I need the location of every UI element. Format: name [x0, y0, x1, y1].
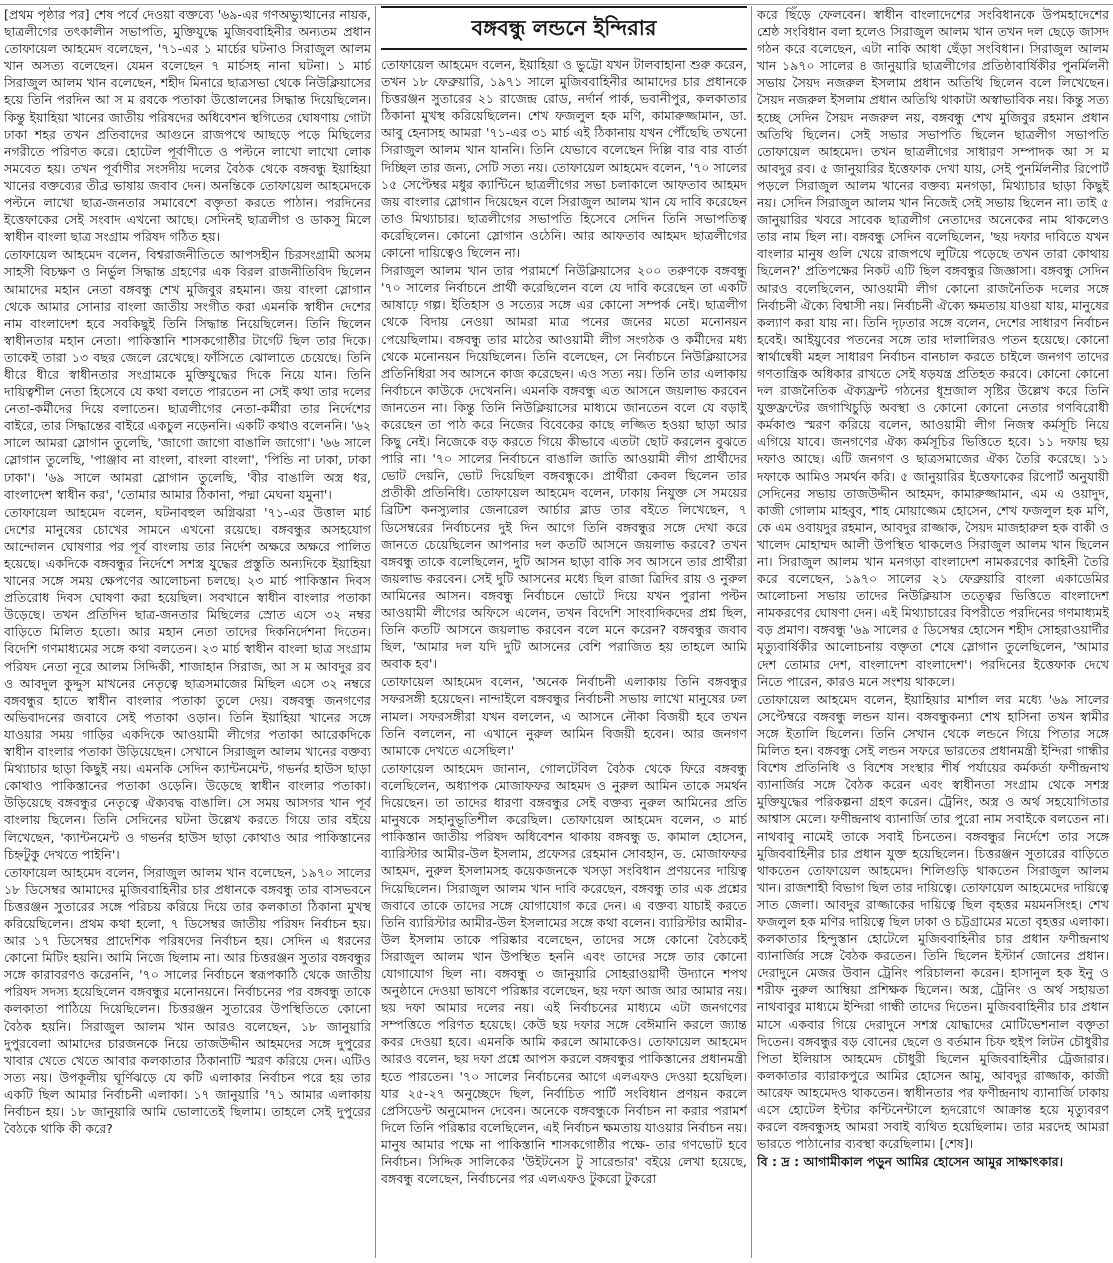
paragraph: তোফায়েল আহমেদ বলেন, বিশ্বরাজনীতিতে আপসহীন চিরসংগ্রামী অসম সাহসী বিচক্ষণ ও নির্ভুল সিদ্ধান্ত গ্রহণের এক বিরল রাজনীতিবিদ ছিলেন আমাদের মহান নেতা বঙ্গবন্ধু শেখ মুজিবুর রহমান। জয় বাংলা স্লোগান থেকে আমার সোনার বাংলা জাতীয় সংগীত করা এমনকি স্বাধীন দেশের নাম বাংলাদেশ হবে সবকিছুই তিনি সিদ্ধান্ত নিয়েছিলেন। তিনি ছিলেন স্বাধীনতার মহান নেতা। পাকিস্তানি শাসকগোষ্ঠীর টার্গেট ছিল তার দিকে। তাকেই তারা ১৩ বছর জেলে রেখেছে। ফাঁসিতে ঝোলাতে চেয়েছে। তিনি ধীরে ধীরে স্বাধীনতার সংগ্রামকে মুক্তিযুদ্ধের দিকে নিয়ে যান। তিনি দায়িত্বশীল নেতা হিসেবে যে কথা বলতে পারতেন না সেই কথা তার দলের নেতা-কর্মীদের দিয়ে বলাতেন। ছাত্রলীগের নেতা-কর্মীরা তার নির্দেশের বাইরে, তার সিদ্ধান্তের বাইরে একচুল নড়েননি। একটি কথাও বলেননি। '৬২ সালে আমরা স্লোগান তুলেছি, 'জাগো জাগো বাঙালি জাগো'। '৬৬ সালে স্লোগান তুলেছি, 'পাঞ্জাব না বাংলা, বাংলা বাংলা', 'পিন্ডি না ঢাকা, ঢাকা ঢাকা'। '৬৯ সালে আমরা স্লোগান তুলেছি, 'বীর বাঙালি অস্ত্র ধর, বাংলাদেশ স্বাধীন কর', 'তোমার আমার ঠিকানা, পদ্মা মেঘনা যমুনা'। — [4, 247, 371, 502]
article-column-1 — [4, 6, 371, 1260]
article-headline: বঙ্গবন্ধু লন্ডনে ইন্দিরার — [381, 6, 747, 50]
paragraph: [প্রথম পৃষ্ঠার পর] শেষ পর্বে দেওয়া বক্তব্যে '৬৯-এর গণঅভ্যুত্থানের নায়ক, ছাত্রলীগের তৎকালীন সভাপতি, মুক্তিযুদ্ধে মুজিববাহিনীর অন্যতম প্রধান তোফায়েল আহমেদ বলেছেন, '৭১-এর ১ মার্চের ঘটনাও সিরাজুল আলম খান অসত্য বলেছেন। যেমন বলেছেন ৭ মার্চসহ নানা ঘটনা। ১ মার্চ সিরাজুল আলম খান বলেছেন, শহীদ মিনারে ছাত্রসভা থেকে নিউক্লিয়াসের হয়ে তিনি পরদিন আ স ম রবকে পতাকা উত্তোলনের সিদ্ধান্ত দিয়েছিলেন। কিন্তু ইয়াহিয়া খানের জাতীয় পরিষদের অধিবেশন স্থগিতের ঘোষণায় গোটা ঢাকা শহর তখন প্রতিবাদের আগুনে রাজপথে আছড়ে পড়ে মিছিলের নগরীতে পরিণত করে। হোটেল পূর্বাণীতে ও পল্টনে লাখো লাখো লোক সমবেত হয়। তখন পূর্বাণীর সংসদীয় দলের বৈঠক থেকে বঙ্গবন্ধু ইয়াহিয়া খানের বক্তব্যের তীব্র ভাষায় জবাব দেন। অনন্তিকে তোফায়েল আহমেদকে পল্টনে লাখো ছাত্র-জনতার সমাবেশে বক্তৃতা করতে পাঠান। পরদিনের ইত্তেফাকের সেই সংবাদ এখনো আছে। সেদিনই ছাত্রলীগ ও ডাকসু মিলে স্বাধীন বাংলা ছাত্র সংগ্রাম পরিষদ গঠিত হয়। — [4, 7, 371, 245]
paragraph: তোফায়েল আহমেদ বলেন, 'অনেক নির্বাচনী এলাকায় তিনি বঙ্গবন্ধুর সফরসঙ্গী হয়েছেন। নান্দাইলে বঙ্গবন্ধুর নির্বাচনী সভায় লাখো মানুষের ঢল নামল। সফরসঙ্গীরা যখন বললেন, এ আসনে নৌকা বিজয়ী হবে তখন তিনি বললেন, না এখানে নুরুল আমিন বিজয়ী হবেন। আর জনগণ আমাকে দেখতে এসেছিল।' — [381, 674, 747, 758]
paragraph: তোফায়েল আহমেদ বলেন, ইয়াহিয়া ও ভুট্টো যখন টালবাহানা শুরু করেন, তখন ১৮ ফেব্রুয়ারি, ১৯৭১ সালে মুজিববাহিনীর আমাদের চার প্রধানকে চিত্তরঞ্জন সুতারের ২১ রাজেন্দ্র রোড, নর্দার্ন পার্ক, ভবানীপুর, কলকাতার ঠিকানা মুখস্থ করিয়েছিলেন। শেখ ফজলুল হক মণি, কামারুজ্জামান, ডা. আবু হেনাসহ আমরা '৭১-এর ৩১ মার্চ এই ঠিকানায় যখন পৌঁছেছি তখনো সিরাজুল আলম খান যাননি। তিনি যেভাবে বলেছেন দিল্লি বার বার বার্তা দিচ্ছিল তার জন্য, সেটি সত্য নয়। তোফায়েল আহমেদ বলেন, '৭০ সালের ১৫ সেপ্টেম্বর মধুর ক্যান্টিনে ছাত্রলীগের সভা চলাকালে আফতাব আহমদ জয় বাংলার স্লোগান দিয়েছেন বলে সিরাজুল আলম খান যে দাবি করেছেন তাও মিথ্যাচার। ছাত্রলীগের সভাপতি হিসেবে সেদিন তিনি সভাপতিত্ব করেছিলেন। কোনো স্লোগান ওঠেনি। আর আফতাব আহমদ ছাত্রলীগের কোনো দায়িত্বেও ছিলেন না। — [381, 57, 747, 261]
column-divider — [751, 6, 752, 1258]
paragraph: তোফায়েল আহমেদ বলেন, ইয়াহিয়ার মার্শাল লর মধ্যে '৬৯ সালের সেপ্টেম্বরে বঙ্গবন্ধু লন্ডন যান। বঙ্গবন্ধুকন্যা শেখ হাসিনা তখন স্বামীর সঙ্গে ইতালি ছিলেন। তিনি সেখান থেকে লন্ডনে গিয়ে পিতার সঙ্গে মিলিত হন। বঙ্গবন্ধু সেই লন্ডন সফরে ভারতের প্রধানমন্ত্রী ইন্দিরা গান্ধীর বিশেষ প্রতিনিধি ও বিশেষ সংস্থার শীর্ষ পর্যায়ের কর্মকর্তা ফণীন্দ্রনাথ ব্যানার্জির সঙ্গে বৈঠক করেন এবং স্বাধীনতা সংগ্রাম থেকে সশস্ত্র মুক্তিযুদ্ধের পরিকল্পনা গ্রহণ করেন। ট্রেনিং, অস্ত্র ও অর্থ সহযোগিতার আশ্বাস মেলে। ফণীন্দ্রনাথ ব্যানার্জি তার পুরো নাম সবাইকে বলতেন না। নাথবাবু নামেই তাকে সবাই চিনতেন। বঙ্গবন্ধুর নির্দেশে তার সঙ্গে মুজিববাহিনীর চার প্রধান যুক্ত হয়েছিলেন। চিত্তরঞ্জন সুতারের বাড়িতে থাকতেন তোফায়েল আহমেদ। শিলিগুড়ি থাকতেন সিরাজুল আলম খান। রাজশাহী বিভাগ ছিল তার দায়িত্বে। তোফায়েল আহমেদের দায়িত্বে সাত জেলা। আবদুর রাজ্জাকের দায়িত্বে ছিল বৃহত্তর ময়মনসিংহ। শেখ ফজলুল হক মণির দায়িত্বে ছিল ঢাকা ও চট্টগ্রামের মতো বৃহত্তর এলাকা। কলকাতার হিন্দুস্তান হোটেলে মুজিববাহিনীর চার প্রধান ফণীন্দ্রনাথ ব্যানার্জির সঙ্গে বৈঠক করতেন। তিনি ছিলেন ইস্টার্ন জোনের প্রধান। দেরাদুনে মেজর উবান ট্রেনিং পরিচালনা করেন। হাসানুল হক ইনু ও শরীফ নুরুল আম্বিয়া প্রশিক্ষক ছিলেন। অস্ত্র, ট্রেনিং ও অর্থ সহায়তা নাথবাবুর মাধ্যমে ইন্দিরা গান্ধী তাদের দিতেন। মুজিববাহিনীর চার প্রধান মাসে একবার গিয়ে দেরাদুনে সশস্ত্র যোদ্ধাদের মোটিভেশনাল বক্তৃতা দিতেন। বঙ্গবন্ধুর বড় বোনের ছেলে ও বর্তমান চিফ হুইপ লিটন চৌধুরীর পিতা ইলিয়াস আহমেদ চৌধুরী ছিলেন মুজিববাহিনীর ট্রেজারার। কলকাতার ব্যারাকপুরে আমির হোসেন আমু, আবদুর রাজ্জাক, কাজী আরেফ আহমেদও থাকতেন। স্বাধীনতার পর ফণীন্দ্রনাথ ব্যানার্জি ঢাকায় এসে হোটেল ইন্টার কন্টিনেন্টালে হৃদরোগে আক্রান্ত হয়ে মৃত্যুবরণ করলে বঙ্গবন্ধুসহ আমরা সবাই ব্যথিত হয়েছিলাম। তার মরদেহ আমরা ভারতে পাঠানোর ব্যবস্থা করেছিলাম। [শেষ]। — [757, 691, 1109, 1152]
article-column-3 — [757, 6, 1109, 1260]
column-divider — [375, 6, 376, 1258]
paragraph: সিরাজুল আলম খান তার পরামর্শে নিউক্লিয়াসের ২০০ তরুণকে বঙ্গবন্ধু '৭০ সালের নির্বাচনে প্রার্থী করেছিলেন বলে যে দাবি করেছেন তা একটি আষাঢ়ে গল্প। ইতিহাস ও সত্যের সঙ্গে এর কোনো সম্পর্ক নেই। ছাত্রলীগ থেকে বিদায় নেওয়া আমরা মাত্র পনের জনের মতো মনোনয়ন পেয়েছিলাম। বঙ্গবন্ধু তার মাঠের আওয়ামী লীগ সংগঠক ও কর্মীদের মধ্য থেকে মনোনয়ন দিয়েছিলেন। তিনি বলেছেন, সে নির্বাচনে নিউক্লিয়াসের প্রতিনিধিরা সব আসনে কাজ করেছেন। এও সত্য নয়। তিনি তার এলাকায় নির্বাচনে কাউকে দেখেননি। এমনকি বঙ্গবন্ধু এত আসনে জয়লাভ করবেন জানতেন না। কিন্তু তিনি নিউক্লিয়াসের মাধ্যমে জানতেন বলে যে বড়াই করেছেন তা পাঠ করে নিজের বিবেকের কাছে লজ্জিত হওয়া ছাড়া আর কিছু নেই। নিজেকে বড় করতে গিয়ে কীভাবে এতটা ছোট করলেন বুঝতে পারি না। '৭০ সালের নির্বাচনে বাঙালি জাতি আওয়ামী লীগ প্রার্থীদের ভোট দেয়নি, ভোট দিয়েছিল বঙ্গবন্ধুকে। প্রার্থীরা কেবল ছিলেন তার প্রতীকী প্রতিনিধি। তোফায়েল আহমেদ বলেন, ঢাকায় নিযুক্ত সে সময়ের ব্রিটিশ কনস্যুলার জেনারেল আর্চার ব্লাড তার বইতে লিখেছেন, ৭ ডিসেম্বরের নির্বাচনের দুই দিন আগে তিনি বঙ্গবন্ধুর সঙ্গে দেখা করে জানতে চেয়েছিলেন আপনার দল কতটি আসনে জয়লাভ করবে? তখন বঙ্গবন্ধু তাকে বলেছিলেন, দুটি আসন ছাড়া বাকি সব আসনে তার প্রার্থীরা জয়লাভ করবেন। সেই দুটি আসনের মধ্যে ছিল রাজা ত্রিদিব রায় ও নুরুল আমিনের আসন। বঙ্গবন্ধু নির্বাচনে ভোটে দিয়ে যখন পুরানা পল্টন আওয়ামী লীগের অফিসে এলেন, তখন বিদেশি সাংবাদিকদের প্রশ্ন ছিল, তিনি কতটি আসনে জয়লাভ করবেন বলে মনে করেন? বঙ্গবন্ধুর জবাব ছিল, 'আমার দল যদি দুটি আসনের বেশি পরাজিত হয় তাহলে আমি অবাক হব'। — [381, 263, 747, 672]
top-border — [0, 0, 1113, 5]
paragraph: তোফায়েল আহমেদ বলেন, সিরাজুল আলম খান বলেছেন, ১৯৭০ সালের ১৮ ডিসেম্বর আমাদের মুজিববাহিনীর চার প্রধানকে বঙ্গবন্ধু তার বাসভবনে চিত্তরঞ্জন সুতারের সঙ্গে পরিচয় করিয়ে দিয়ে তার কলকাতা ঠিকানা মুখস্থ করিয়েছিলেন। প্রথম কথা হলো, ৭ ডিসেম্বর জাতীয় পরিষদ নির্বাচন হয়। আর ১৭ ডিসেম্বর প্রাদেশিক পরিষদের নির্বাচন হয়। সেদিন এ ধরনের কোনো মিটিং হয়নি। আমি নিজে ছিলাম না। আর চিত্তরঞ্জন সুতার বঙ্গবন্ধুর সঙ্গে কারাবরণও করেননি, '৭০ সালের নির্বাচনে স্বরূপকাঠি থেকে জাতীয় পরিষদ সদস্য হয়েছিলেন বঙ্গবন্ধুর মনোনয়নে। নির্বাচনের পর বঙ্গবন্ধু তাকে কলকাতা পাঠিয়ে দিয়েছিলেন। চিত্তরঞ্জন সুতারের উপস্থিতিতে কোনো বৈঠক হয়নি। সিরাজুল আলম খান আরও বলেছেন, ১৮ জানুয়ারি দুপুরবেলা আমাদের চারজনকে নিয়ে তাজউদ্দীন আহমদের সঙ্গে দুপুরের খাবার খেতে খেতে আবার কলকাতার ঠিকানাটি স্মরণ করিয়ে দেন। এটিও সত্য নয়। উপকূলীয় ঘূর্ণিঝড়ে যে কটি এলাকার নির্বাচন পরে হয় তার একটি ছিল আমার নির্বাচনী এলাকা। ১৭ জানুয়ারি '৭১ আমার এলাকায় নির্বাচন হয়। ১৮ জানুয়ারি আমি ভোলাতেই ছিলাম। তাহলে সেই দুপুরের বৈঠকে থাকি কী করে? — [4, 864, 371, 1137]
editor-note: বি : দ্র : আগামীকাল পড়ুন আমির হোসেন আমুর সাক্ষাৎকার। — [757, 1154, 1064, 1170]
paragraph: তোফায়েল আহমেদ বলেন, ঘটনাবহুল অগ্নিঝরা '৭১-এর উত্তাল মার্চ দেশের মানুষের চোখের সামনে এখনো রয়েছে। বঙ্গবন্ধুর অসহযোগ আন্দোলন ঘোষণার পর পূর্ব বাংলায় তার নির্দেশ অক্ষরে অক্ষরে পালিত হয়েছে। একদিকে বঙ্গবন্ধুর নির্দেশে সশস্ত্র যুদ্ধের প্রস্তুতি অন্যদিকে ইয়াহিয়া খানের সঙ্গে সময় ক্ষেপণের আলোচনা চলছে। ২৩ মার্চ পাকিস্তান দিবস প্রতিরোধ দিবস ঘোষণা করা হয়েছিল। সবখানে স্বাধীন বাংলার পতাকা উড়েছে। তখন প্রতিদিন ছাত্র-জনতার মিছিলের স্রোত এসে ৩২ নম্বর বাড়িতে মিলিত হতো। আর মহান নেতা তাদের দিকনির্দেশনা দিতেন। বিদেশি গণমাধ্যমের সঙ্গে কথা বলতেন। ২৩ মার্চ স্বাধীন বাংলা ছাত্র সংগ্রাম পরিষদ নেতা নূরে আলম সিদ্দিকী, শাজাহান সিরাজ, আ স ম আবদুর রব ও আবদুল কুদ্দুস মাখনের নেতৃত্বে ছাত্রসমাজের মিছিল এসে ৩২ নম্বরে বঙ্গবন্ধুর হাতে স্বাধীন বাংলার পতাকা তুলে দেয়। বঙ্গবন্ধু জনগণের অভিবাদনের জবাবে সেই পতাকা ওড়ান। তিনি ইয়াহিয়া খানের সঙ্গে যাওয়ার সময় গাড়ির একদিকে আওয়ামী লীগের পতাকা আরেকদিকে স্বাধীন বাংলার পতাকা উড়িয়েছেন। সেখানে সিরাজুল আলম খানের বক্তব্য মিথ্যাচার ছাড়া কিছুই নয়। এমনকি সেদিন ক্যান্টনমেন্ট, গভর্নর হাউস ছাড়া কোথাও পাকিস্তানের পতাকা ওড়েনি। উড়েছে স্বাধীন বাংলার পতাকা। উড়িয়েছে বঙ্গবন্ধুর নেতৃত্বে ঐক্যবদ্ধ বাঙালি। সে সময় আসগর খান পূর্ব বাংলায় ছিলেন। তিনি সেদিনের ঘটনা উল্লেখ করতে গিয়ে তার বইয়ে লিখেছেন, 'ক্যান্টনমেন্ট ও গভর্নর হাউস ছাড়া কোথাও আর পাকিস্তানের চিহ্নটুকু দেখতে পাইনি'। — [4, 504, 371, 862]
paragraph: তোফায়েল আহমেদ জানান, গোলটেবিল বৈঠক থেকে ফিরে বঙ্গবন্ধু বলেছিলেন, অধ্যাপক মোজাফফর আহমদ ও নুরুল আমিন তাকে সমর্থন দিয়েছেন। তা তাদের ধারণা বঙ্গবন্ধুর সেই বক্তব্য নুরুল আমিনের প্রতি মানুষকে সহানুভূতিশীল করেছিল। তোফায়েল আহমেদ বলেন, ৩ মার্চ পাকিস্তান জাতীয় পরিষদ অধিবেশন থাকায় বঙ্গবন্ধু ড. কামাল হোসেন, ব্যারিস্টার আমীর-উল ইসলাম, প্রফেসর রেহমান সোবহান, ড. মোজাফফর আহমদ, নুরুল ইসলামসহ কয়েকজনকে খসড়া সংবিধান প্রণয়নের দায়িত্ব দিয়েছিলেন। সিরাজুল আলম খান দাবি করেছেন, বঙ্গবন্ধু তার এক প্রশ্নের জবাবে তাকে তাদের সঙ্গে যোগাযোগ করে দেন। এ বক্তব্য যাচাই করতে তিনি ব্যারিস্টার আমীর-উল ইসলামের সঙ্গে কথা বলেন। ব্যারিস্টার আমীর-উল ইসলাম তাকে পরিষ্কার বলেছেন, তাদের সঙ্গে কোনো বৈঠকেই সিরাজুল আলম খান উপস্থিত হননি এবং তাদের সঙ্গে তার কোনো যোগাযোগ ছিল না। বঙ্গবন্ধু ৩ জানুয়ারি সোহরাওয়ার্দী উদ্যানে শপথ অনুষ্ঠানে দেওয়া ভাষণে পরিষ্কার বলেছেন, ছয় দফা আজ আর আমার নয়। ছয় দফা আমার দলের নয়। এই নির্বাচনের মাধ্যমে এটা জনগণের সম্পত্তিতে পরিণত হয়েছে। কেউ ছয় দফার সঙ্গে বেঈমানি করলে জ্যান্ত কবর দেওয়া হবে। এমনকি আমি করলে আমাকেও। তোফায়েল আহমেদ আরও বলেন, ছয় দফা প্রশ্নে আপস করলে বঙ্গবন্ধুর পাকিস্তানের প্রধানমন্ত্রী হতে পারতেন। '৭০ সালের নির্বাচনের আগে এলএফও দেওয়া হয়েছিল। যার ২৫-২৭ অনুচ্ছেদে ছিল, নির্বাচিত পার্টি সংবিধান প্রণয়ন করলে প্রেসিডেন্ট অনুমোদন দেবেন। অনেকে বঙ্গবন্ধুকে নির্বাচন না করার পরামর্শ দিলে তিনি পরিষ্কার বলেছিলেন, এই নির্বাচন ক্ষমতায় যাওয়ার নির্বাচন নয়। মানুষ আমার পক্ষে না পাকিস্তানি শাসকগোষ্ঠীর পক্ষে- তার গণভোট হবে নির্বাচন। সিদ্দিক সালিকের 'উইটনেস টু সারেন্ডার' বইয়ে লেখা হয়েছে, বঙ্গবন্ধু বলেছেন, নির্বাচনের পর এলএফও টুকরো টুকরো — [381, 760, 747, 1187]
paragraph: করে ছিঁড়ে ফেলবেন। স্বাধীন বাংলাদেশের সংবিধানকে উপমহাদেশের শ্রেষ্ঠ সংবিধান বলা হলেও সিরাজুল আলম খান তখন দল ছেড়ে জাসদ গঠন করে বলেছেন, এটা নাকি আধা ছেঁড়া সংবিধান। সিরাজুল আলম খান ১৯৭০ সালের ৪ জানুয়ারি ছাত্রলীগের প্রতিষ্ঠাবার্ষিকীর পুনর্মিলনী সভায় সৈয়দ নজরুল ইসলাম প্রধান অতিথি ছিলেন বলে লিখেছেন। সৈয়দ নজরুল ইসলাম প্রধান অতিথি থাকাটা অস্বাভাবিক নয়। কিন্তু সত্য হচ্ছে সেদিন সৈয়দ নজরুল নয়, বঙ্গবন্ধু শেখ মুজিবুর রহমান প্রধান অতিথি ছিলেন। সেই সভার সভাপতি ছিলেন ছাত্রলীগ সভাপতি তোফায়েল আহমেদ। তখন ছাত্রলীগের সাধারণ সম্পাদক আ স ম আবদুর রব। ৫ জানুয়ারির ইত্তেফাক দেখা যায়, সেই পুনর্মিলনীর রিপোর্ট পড়লে সিরাজুল আলম খানের বক্তব্য মনগড়া, মিথ্যাচার ছাড়া কিছুই নয়। সেদিন সিরাজুল আলম খান নিজেই সেই সভায় ছিলেন না। তাই ৫ জানুয়ারির খবরে সাবেক ছাত্রলীগ নেতাদের অনেকের নাম থাকলেও তার নাম ছিল না। বঙ্গবন্ধু সেদিন বলেছিলেন, 'ছয় দফার দাবিতে যখন বাংলার মানুষ গুলি খেয়ে রাজপথে লুটিয়ে পড়েছে তখন তারা কোথায় ছিলেন?' প্রতিপক্ষের নিকট এটি ছিল বঙ্গবন্ধুর জিজ্ঞাসা। বঙ্গবন্ধু সেদিন আরও বলেছিলেন, আওয়ামী লীগ কোনো রাজনৈতিক দলের সঙ্গে নির্বাচনী ঐক্যে বিশ্বাসী নয়। নির্বাচনী ঐক্যে ক্ষমতায় যাওয়া যায়, মানুষের কল্যাণ করা যায় না। তিনি দৃঢ়তার সঙ্গে বলেন, দেশের সাধারণ নির্বাচন হবেই। আইয়ুবের পতনের সঙ্গে তার দালালিরও পতন হয়েছে। কোনো স্বার্থান্বেষী মহল সাধারণ নির্বাচন বানচাল করতে চাইলে জনগণ তাদের গণতান্ত্রিক অধিকার রাখতে সেই ষড়যন্ত্র প্রতিহত করবে। কোনো কোনো দল রাজনৈতিক ঐক্যফ্রন্ট গঠনের ধূম্রজাল সৃষ্টির উল্লেখ করে তিনি যুক্তফ্রন্টের জগাখিচুড়ি অবস্থা ও কোনো কোনো নেতার গণবিরোধী কর্মকাণ্ড স্মরণ করিয়ে বলেন, আওয়ামী লীগ নিজস্ব কর্মসূচি নিয়ে এগিয়ে যাবে। জনগণের ঐক্য কর্মসূচির ভিত্তিতে হবে। ১১ দফায় ছয় দফাও আছে। এটি জনগণ ও ছাত্রসমাজের ঐক্য তৈরি করেছে। ১১ দফাকে আমিও সমর্থন করি। ৫ জানুয়ারির ইত্তেফাকের রিপোর্ট অনুযায়ী সেদিনের সভায় তাজউদ্দীন আহমদ, কামারুজ্জামান, এম এ ওয়াদুদ, কাজী গোলাম মাহবুব, শাহ মোয়াজ্জেম হোসেন, শেখ ফজলুল হক মণি, কে এম ওবায়দুর রহমান, আবদুর রাজ্জাক, সৈয়দ মাজহারুল হক বাকী ও খালেদ মোহাম্মদ আলী উপস্থিত থাকলেও সিরাজুল আলম খান ছিলেন না। সিরাজুল আলম খান মনগড়া বাংলাদেশ নামকরণের কাহিনী তৈরি করে বলেছেন, ১৯৭০ সালের ২১ ফেব্রুয়ারি বাংলা একাডেমির আলোচনা সভায় তাদের নিউক্লিয়াস তত্ত্বের ভিত্তিতে বাংলাদেশ নামকরণের ঘোষণা দেন। এই মিথ্যাচারের বিপরীতে পরদিনের গণমাধ্যমই বড় প্রমাণ। বঙ্গবন্ধু '৬৯ সালের ৫ ডিসেম্বর হোসেন শহীদ সোহরাওয়ার্দীর মৃত্যুবার্ষিকীর আলোচনায় বক্তৃতা শেষে স্লোগান তুলেছিলেন, 'আমার দেশ তোমার দেশ, বাংলাদেশ বাংলাদেশ'। পরদিনের ইত্তেফাক দেখে নিতে পারেন, কারও মনে সংশয় থাকলে। — [757, 7, 1109, 689]
article-column-2 — [381, 6, 747, 1260]
